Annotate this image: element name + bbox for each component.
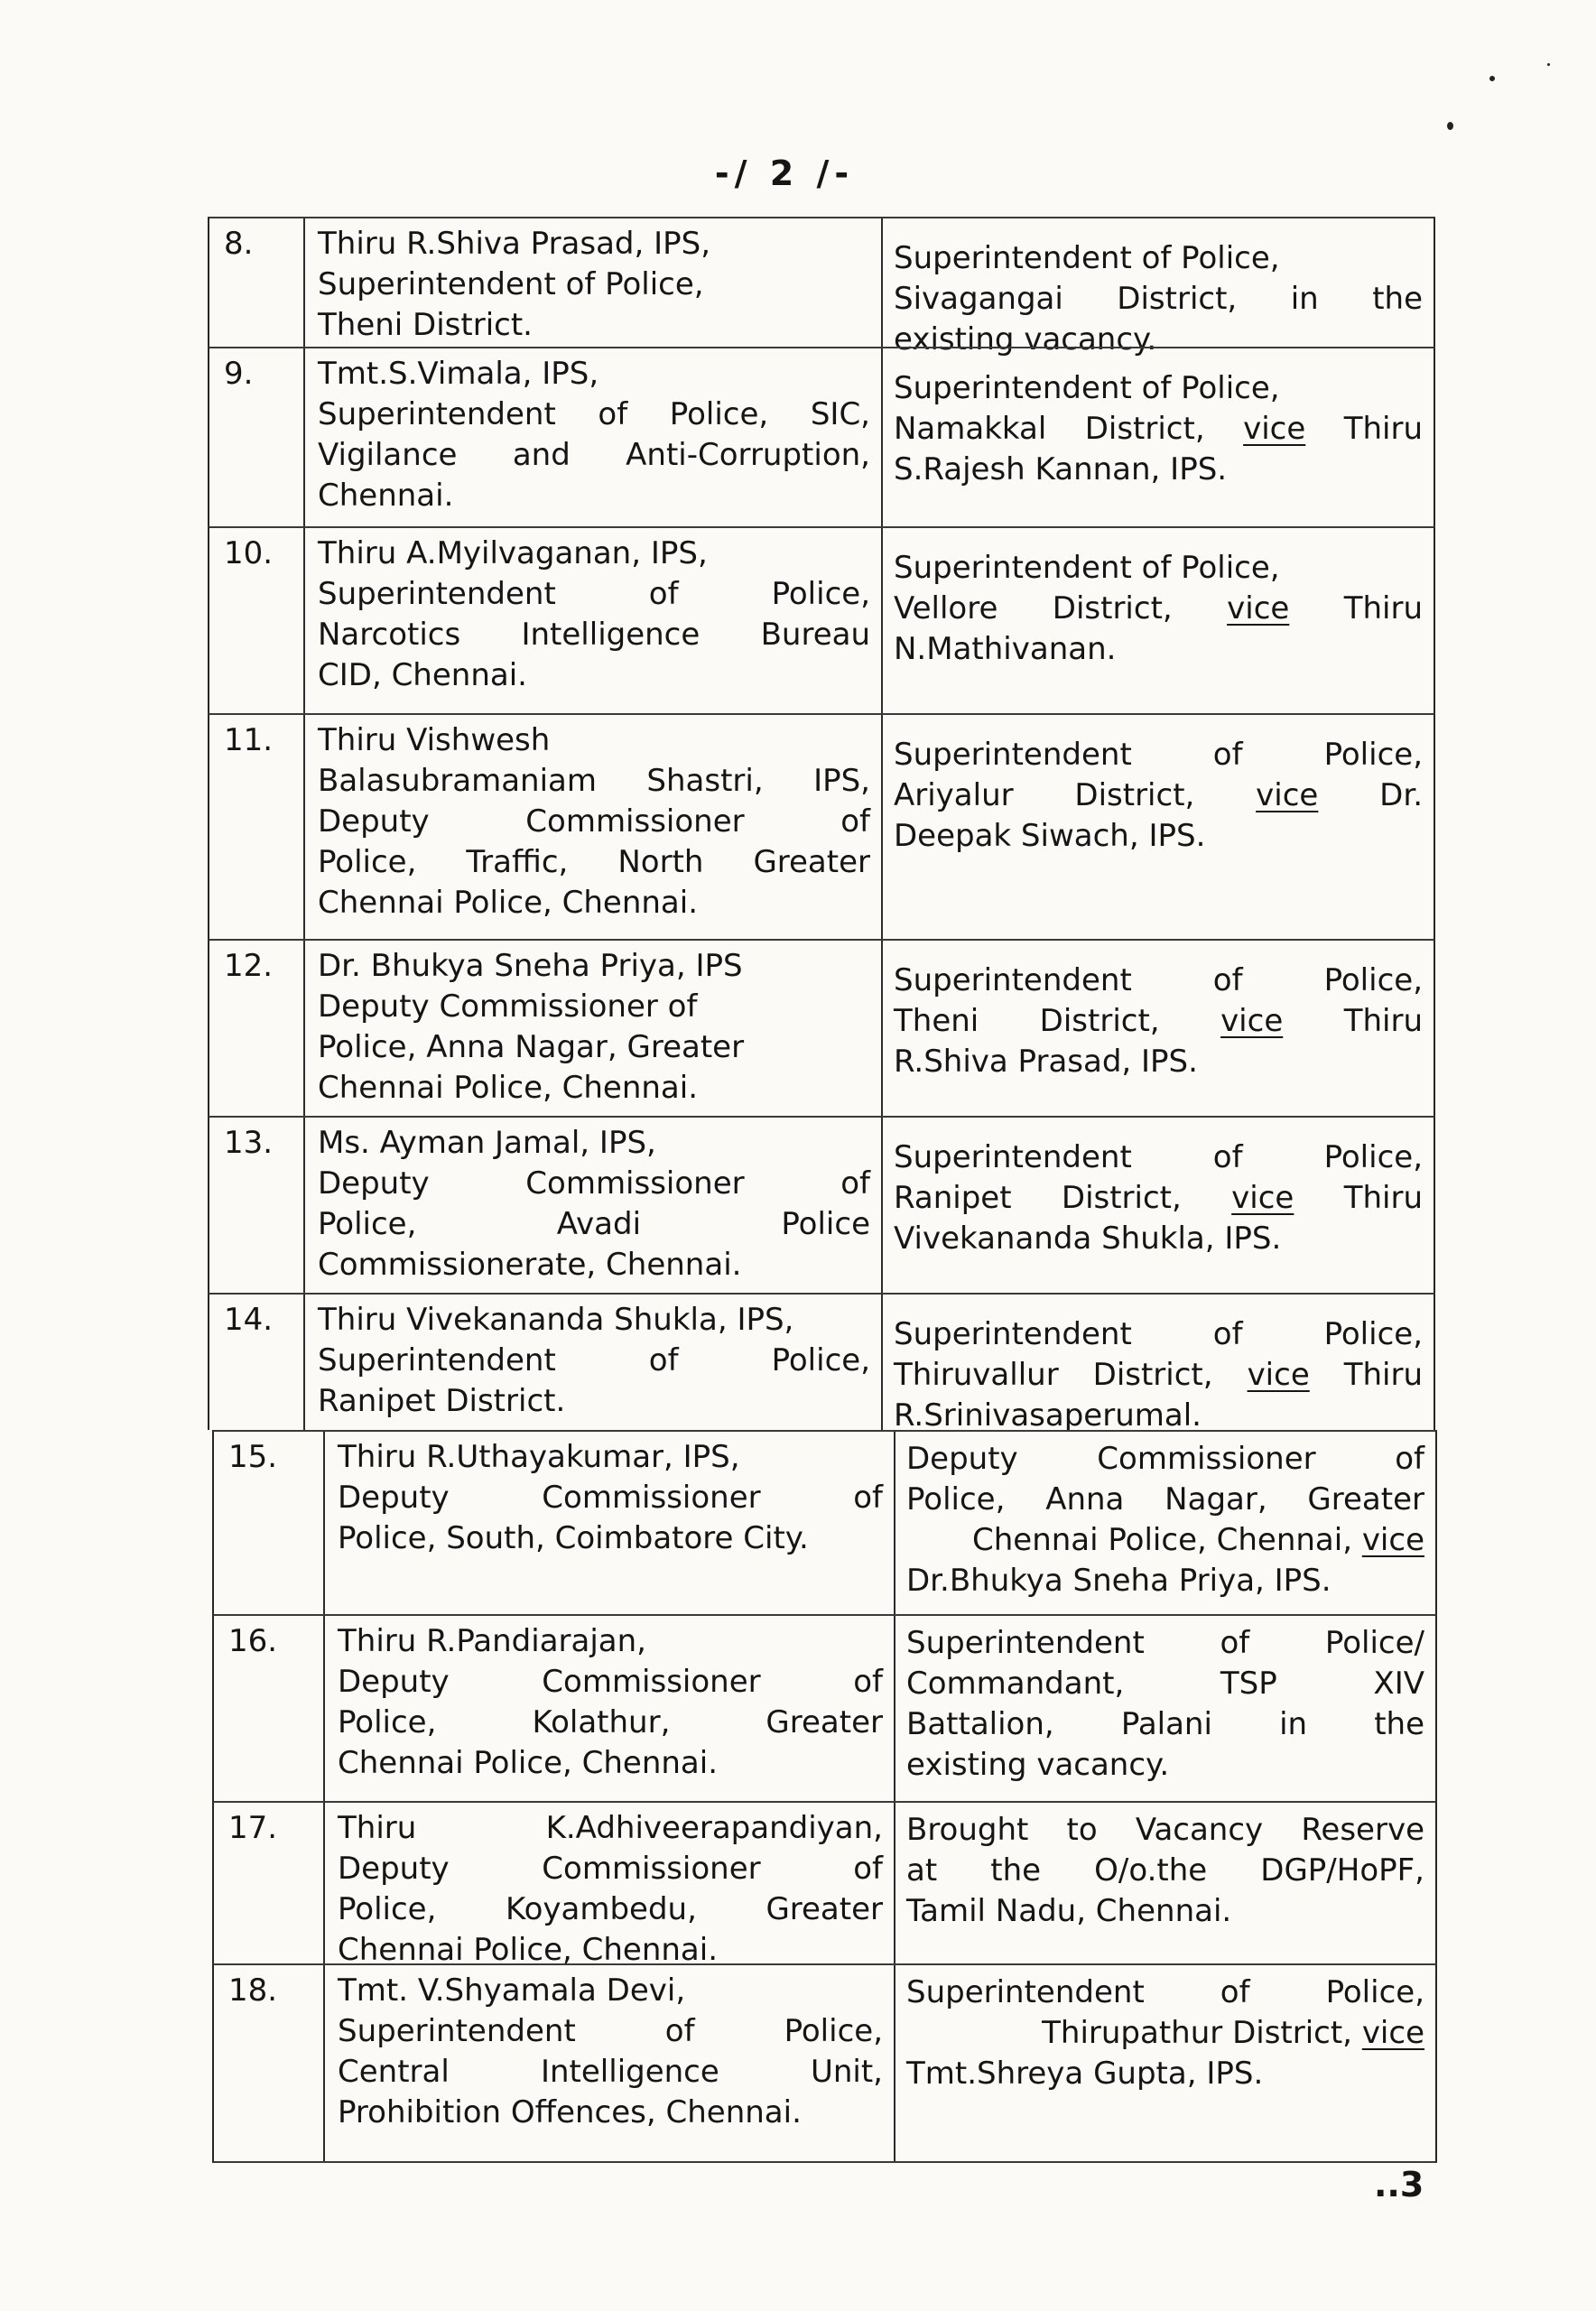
posting-text-line: Superintendent of Police, <box>894 1316 1423 1352</box>
vice-underlined-term: vice <box>1231 1180 1294 1216</box>
officer-current-post-cell <box>323 1803 894 1968</box>
posting-text-line: Superintendent of Police, <box>894 370 1280 406</box>
officer-current-post-cell <box>303 528 881 713</box>
vice-underlined-term: vice <box>1243 411 1306 447</box>
officer-text-line: Chennai Police, Chennai. <box>338 1932 718 1968</box>
posting-text-line: Dr.Bhukya Sneha Priya, IPS. <box>906 1563 1332 1599</box>
posting-text-line <box>906 1520 1424 1561</box>
posting-text-line: Superintendent of Police, <box>894 240 1280 276</box>
officer-text-line: Central Intelligence Unit, <box>338 2054 883 2090</box>
officer-current-post-cell <box>323 1432 894 1614</box>
table-row <box>212 1430 1437 1614</box>
posting-text-line <box>894 1355 1423 1396</box>
officer-text-line: Deputy Commissioner of <box>338 1851 883 1887</box>
posting-text-line: at the O/o.the DGP/HoPF, <box>906 1852 1424 1889</box>
scan-speck <box>1547 63 1550 66</box>
scan-speck <box>1447 122 1453 130</box>
posting-text-line: Superintendent of Police, <box>894 550 1280 586</box>
officer-text-line: Ranipet District. <box>318 1383 566 1419</box>
officer-text-line: Deputy Commissioner of <box>338 1480 883 1516</box>
officer-text-line: Deputy Commissioner of <box>338 1664 883 1700</box>
officer-text-line: Chennai. <box>318 478 454 514</box>
posting-text-line <box>894 775 1423 816</box>
serial-number-cell: 18. <box>228 1972 278 2009</box>
serial-number-cell: 15. <box>228 1439 278 1475</box>
officer-text-line: Deputy Commissioner of <box>318 1165 870 1202</box>
posting-text: Thiru <box>1343 590 1424 626</box>
posting-text-line: Superintendent of Police, <box>894 1139 1423 1175</box>
new-posting-cell <box>881 715 1434 939</box>
vice-underlined-term: vice <box>1227 590 1290 626</box>
posting-text: Thiru <box>1343 1357 1424 1393</box>
serial-number-cell: 12. <box>224 948 274 984</box>
officer-text-line: Tmt. V.Shyamala Devi, <box>338 1972 686 2009</box>
officer-text-line: Superintendent of Police, <box>318 1342 870 1378</box>
officer-text-line: Thiru Vivekananda Shukla, IPS, <box>318 1302 794 1338</box>
posting-text: Chennai Police, Chennai, <box>972 1522 1352 1558</box>
officer-text-line: Tmt.S.Vimala, IPS, <box>318 356 599 392</box>
posting-text-line <box>894 589 1423 629</box>
officer-text-line: Thiru R.Pandiarajan, <box>338 1623 646 1659</box>
posting-text-line: Battalion, Palani in the <box>906 1706 1424 1742</box>
scan-speck <box>1489 76 1495 81</box>
posting-text-line: R.Shiva Prasad, IPS. <box>894 1044 1198 1080</box>
posting-text: Dr. <box>1379 777 1424 813</box>
officer-text-line: Vigilance and Anti-Corruption, <box>318 437 870 473</box>
posting-text-line: Superintendent of Police, <box>894 737 1423 773</box>
officer-text-line: Police, Koyambedu, Greater <box>338 1891 883 1927</box>
officer-text-line: Chennai Police, Chennai. <box>338 1745 718 1781</box>
table-row <box>208 1116 1435 1293</box>
officer-text-line: Police, Kolathur, Greater <box>338 1704 883 1740</box>
new-posting-cell <box>894 1616 1435 1801</box>
posting-text-line: Superintendent of Police, <box>906 1974 1424 2010</box>
posting-text: Ariyalur District, <box>894 777 1195 813</box>
posting-text-line: Deepak Siwach, IPS. <box>894 818 1206 854</box>
new-posting-cell <box>881 1295 1434 1434</box>
posting-text-line <box>894 1001 1423 1042</box>
serial-number-cell: 8. <box>224 226 254 262</box>
new-posting-cell <box>894 1965 1435 2161</box>
table-row <box>212 1801 1437 1968</box>
posting-text: Vellore District, <box>894 590 1173 626</box>
serial-number-cell: 16. <box>228 1623 278 1659</box>
officer-text-line: Police, Avadi Police <box>318 1206 870 1242</box>
officer-text-line: Prohibition Offences, Chennai. <box>338 2094 802 2130</box>
posting-text-line: Superintendent of Police/ <box>906 1625 1424 1661</box>
page-number-header <box>0 153 1596 193</box>
posting-text: Thirupathur District, <box>1042 2015 1352 2051</box>
posting-text-line: existing vacancy. <box>906 1747 1170 1783</box>
posting-text: Thiru <box>1343 1003 1423 1039</box>
officer-current-post-cell <box>303 218 881 347</box>
serial-number-cell: 13. <box>224 1125 274 1161</box>
officer-text-line: Police, Anna Nagar, Greater <box>318 1029 745 1065</box>
vice-underlined-term: vice <box>1256 777 1319 813</box>
posting-text-line <box>894 409 1423 450</box>
officer-text-line: Superintendent of Police, <box>318 576 870 612</box>
page-marker-text: -/ 2 /- <box>714 153 855 193</box>
vice-underlined-term: vice <box>1361 1522 1424 1558</box>
posting-text-line: S.Rajesh Kannan, IPS. <box>894 451 1228 487</box>
officer-text-line: Superintendent of Police, <box>318 266 704 302</box>
posting-text: Theni District, <box>894 1003 1160 1039</box>
posting-text-line: Commandant, TSP XIV <box>906 1666 1424 1702</box>
posting-text: Ranipet District, <box>894 1180 1182 1216</box>
posting-text: Thiruvallur District, <box>894 1357 1213 1393</box>
posting-text-line: Superintendent of Police, <box>894 962 1423 998</box>
serial-number-cell: 17. <box>228 1810 278 1846</box>
table-row <box>208 347 1435 526</box>
table-row <box>208 526 1435 713</box>
officer-text-line: Narcotics Intelligence Bureau <box>318 617 870 653</box>
officer-text-line: Thiru K.Adhiveerapandiyan, <box>338 1810 883 1846</box>
posting-text-line: existing vacancy. <box>894 321 1157 357</box>
officer-text-line: Commissionerate, Chennai. <box>318 1247 742 1283</box>
officer-text-line: Police, South, Coimbatore City. <box>338 1520 809 1556</box>
officer-text-line: Thiru Vishwesh <box>318 722 551 758</box>
continuation-marker: ..3 <box>1374 2165 1424 2204</box>
vice-underlined-term: vice <box>1361 2015 1424 2051</box>
posting-text-line: Police, Anna Nagar, Greater <box>906 1481 1424 1517</box>
posting-text-line: Vivekananda Shukla, IPS. <box>894 1220 1282 1257</box>
vice-underlined-term: vice <box>1247 1357 1310 1393</box>
table-row <box>212 1963 1437 2163</box>
officer-text-line: Thiru R.Shiva Prasad, IPS, <box>318 226 711 262</box>
table-row <box>208 939 1435 1116</box>
posting-text-line: N.Mathivanan. <box>894 631 1117 667</box>
posting-text-line: Tamil Nadu, Chennai. <box>906 1893 1232 1929</box>
officer-text-line: Thiru R.Uthayakumar, IPS, <box>338 1439 740 1475</box>
serial-number-cell: 10. <box>224 535 274 571</box>
officer-text-line: CID, Chennai. <box>318 657 527 693</box>
table-row <box>208 217 1435 357</box>
officer-text-line: Police, Traffic, North Greater <box>318 844 870 880</box>
new-posting-cell <box>881 348 1434 526</box>
officer-text-line: Superintendent of Police, <box>338 2013 883 2049</box>
new-posting-cell <box>881 1118 1434 1293</box>
new-posting-cell <box>881 218 1434 357</box>
table-row <box>208 713 1435 939</box>
posting-text-line: Sivagangai District, in the <box>894 281 1423 317</box>
officer-current-post-cell <box>323 1616 894 1801</box>
posting-text-line: R.Srinivasaperumal. <box>894 1397 1202 1434</box>
posting-text: Thiru <box>1343 411 1424 447</box>
officer-text-line: Dr. Bhukya Sneha Priya, IPS <box>318 948 743 984</box>
officer-current-post-cell <box>303 1295 881 1430</box>
officer-current-post-cell <box>303 715 881 939</box>
officer-text-line: Thiru A.Myilvaganan, IPS, <box>318 535 708 571</box>
table-row <box>208 1293 1435 1434</box>
new-posting-cell <box>881 941 1434 1116</box>
posting-text-line <box>906 2013 1424 2054</box>
officer-text-line: Deputy Commissioner of <box>318 803 870 840</box>
posting-text: Namakkal District, <box>894 411 1205 447</box>
serial-number-cell: 9. <box>224 356 254 392</box>
posting-text: Thiru <box>1343 1180 1424 1216</box>
posting-text-line: Tmt.Shreya Gupta, IPS. <box>906 2056 1264 2092</box>
serial-number-cell: 14. <box>224 1302 274 1338</box>
new-posting-cell <box>894 1432 1435 1614</box>
officer-text-line: Superintendent of Police, SIC, <box>318 396 870 432</box>
officer-current-post-cell <box>303 348 881 526</box>
serial-number-cell: 11. <box>224 722 274 758</box>
new-posting-cell <box>881 528 1434 713</box>
officer-text-line: Chennai Police, Chennai. <box>318 1070 698 1106</box>
vice-underlined-term: vice <box>1220 1003 1284 1039</box>
posting-text-line: Deputy Commissioner of <box>906 1441 1424 1477</box>
officer-text-line: Theni District. <box>318 307 533 343</box>
officer-current-post-cell <box>303 1118 881 1293</box>
new-posting-cell <box>894 1803 1435 1963</box>
officer-current-post-cell <box>323 1965 894 2161</box>
table-row <box>212 1614 1437 1801</box>
officer-text-line: Balasubramaniam Shastri, IPS, <box>318 763 870 799</box>
officer-text-line: Deputy Commissioner of <box>318 988 698 1025</box>
officer-text-line: Chennai Police, Chennai. <box>318 885 698 921</box>
posting-text-line <box>894 1178 1423 1219</box>
officer-text-line: Ms. Ayman Jamal, IPS, <box>318 1125 656 1161</box>
officer-current-post-cell <box>303 941 881 1116</box>
posting-text-line: Brought to Vacancy Reserve <box>906 1812 1424 1848</box>
